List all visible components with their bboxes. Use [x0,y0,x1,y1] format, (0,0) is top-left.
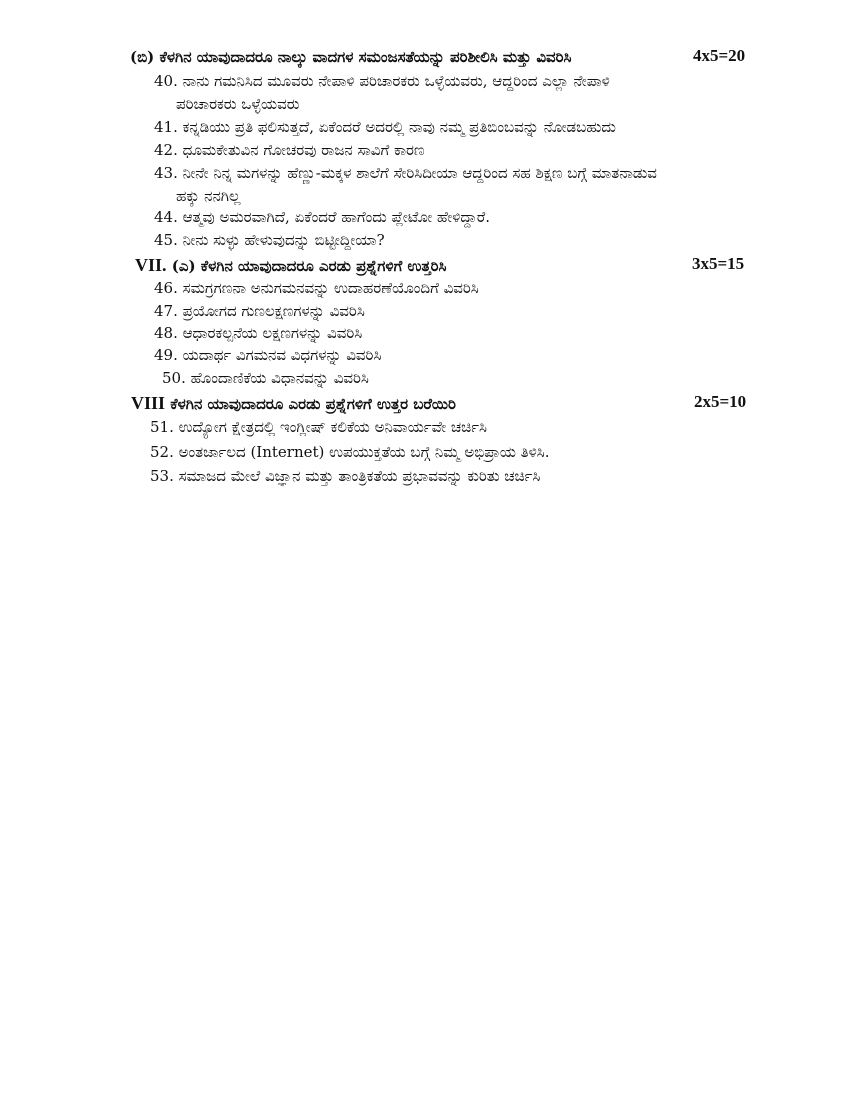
section-viii-marks: 2x5=10 [694,392,747,411]
section-roman-numeral: VII. [135,255,167,275]
question-text: ಉದ್ಯೋಗ ಕ್ಷೇತ್ರದಲ್ಲಿ ಇಂಗ್ಲೀಷ್ ಕಲಿಕೆಯ ಅನಿವಾರ್ಯವೇ ಚರ್ಚಿಸಿ [178,418,487,436]
question-text: ಆತ್ಮವು ಅಮರವಾಗಿದೆ, ಏಕೆಂದರೆ ಹಾಗೆಂದು ಪ್ಲೇಟೋ ಹೇಳಿದ್ದಾರೆ. [182,208,491,226]
question-text: ಯದಾರ್ಥ ವಿಗಮನವ ವಿಧಗಳನ್ನು ವಿವರಿಸಿ [182,346,382,364]
section-b-marks: 4x5=20 [693,46,746,65]
question-text: ಪ್ರಯೋಗದ ಗುಣಲಕ್ಷಣಗಳನ್ನು ವಿವರಿಸಿ [182,302,365,320]
question-number: 42. [154,141,178,159]
list-item [154,277,479,299]
question-text: ಸಮಾಜದ ಮೇಲೆ ವಿಜ್ಞಾನ ಮತ್ತು ತಾಂತ್ರಿಕತೆಯ ಪ್ರಭಾವವನ್ನು ಕುರಿತು ಚರ್ಚಿಸಿ [178,467,541,485]
question-text: ನೀನು ಸುಳ್ಳು ಹೇಳುವುದನ್ನು ಬಿಟ್ಟೀದ್ದೀಯಾ? [182,231,385,249]
question-text-continued: ಹಕ್ಕು ನನಗಿಲ್ಲ [176,187,241,205]
list-item [154,229,385,251]
list-item [154,116,616,138]
section-vii-heading-row [135,254,447,277]
question-text: ಧೂಮಕೇತುವಿನ ಗೋಚರವು ರಾಜನ ಸಾವಿಗೆ ಕಾರಣ [182,141,425,159]
question-text: ನೀನೇ ನಿನ್ನ ಮಗಳನ್ನು ಹೆಣ್ಣು-ಮಕ್ಕಳ ಶಾಲೆಗೆ ಸೇರಿಸಿದೀಯಾ ಆದ್ದರಿಂದ ಸಹ ಶಿಕ್ಷಣ ಬಗ್ಗೆ ಮಾತನಾಡುವ [182,164,657,182]
list-item [162,367,369,389]
question-text: ಕನ್ನಡಿಯು ಪ್ರತಿ ಫಲಿಸುತ್ತದೆ, ಏಕೆಂದರೆ ಅದರಲ್ಲಿ ನಾವು ನಮ್ಮ ಪ್ರತಿಬಿಂಬವನ್ನು ನೋಡಬಹುದು [182,118,616,136]
question-text: ಆಧಾರಕಲ್ಪನೆಯ ಲಕ್ಷಣಗಳನ್ನು ವಿವರಿಸಿ [182,324,363,342]
section-viii-heading: ಕೆಳಗಿನ ಯಾವುದಾದರೂ ಎರಡು ಪ್ರಶ್ನೆಗಳಿಗೆ ಉತ್ತರ ಬರೆಯಿರಿ [170,395,456,413]
question-number: 47. [154,302,178,320]
section-vii-marks: 3x5=15 [692,254,745,273]
question-text: ಅಂತರ್ಜಾಲದ (Internet) ಉಪಯುಕ್ತತೆಯ ಬಗ್ಗೆ ನಿಮ್ಮ ಅಭಿಪ್ರಾಯ ತಿಳಿಸಿ. [178,443,550,461]
list-item [150,465,540,487]
question-number: 48. [154,324,178,342]
section-roman-numeral: VIII [131,393,166,413]
question-text-continued: ಪರಿಚಾರಕರು ಒಳ್ಳೆಯವರು [176,95,300,113]
question-number: 52. [150,443,174,461]
section-b-heading: (ಬಿ) ಕೆಳಗಿನ ಯಾವುದಾದರೂ ನಾಲ್ಕು ವಾದಗಳ ಸಮಂಜಸತೆಯನ್ನು ಪರಿಶೀಲಿಸಿ ಮತ್ತು ವಿವರಿಸಿ [130,48,572,66]
section-vii-heading: (ಎ) ಕೆಳಗಿನ ಯಾವುದಾದರೂ ಎರಡು ಪ್ರಶ್ನೆಗಳಿಗೆ ಉತ್ತರಿಸಿ [171,257,447,275]
list-item [154,344,381,366]
list-item [154,162,657,184]
question-number: 51. [150,418,174,436]
question-text: ನಾನು ಗಮನಿಸಿದ ಮೂವರು ನೇಪಾಳಿ ಪರಿಚಾರಕರು ಒಳ್ಳೆಯವರು, ಆದ್ದರಿಂದ ಎಲ್ಲಾ ನೇಪಾಳಿ [182,72,610,90]
list-item [150,441,550,463]
list-item [154,206,490,228]
list-item [154,300,365,322]
list-item [154,139,425,161]
section-viii-heading-row [131,392,456,415]
question-number: 46. [154,279,178,297]
question-text: ಸಮಗ್ರಗಣನಾ ಅನುಗಮನವನ್ನು ಉದಾಹರಣೆಯೊಂದಿಗೆ ವಿವರಿಸಿ [182,279,479,297]
question-text: ಹೊಂದಾಣಿಕೆಯ ವಿಧಾನವನ್ನು ವಿವರಿಸಿ [190,369,369,387]
list-item [154,322,362,344]
list-item [154,70,610,92]
question-number: 40. [154,72,178,90]
question-number: 49. [154,346,178,364]
list-item [150,416,487,438]
question-number: 50. [162,369,186,387]
question-number: 44. [154,208,178,226]
question-number: 41. [154,118,178,136]
question-number: 53. [150,467,174,485]
question-number: 43. [154,164,178,182]
question-number: 45. [154,231,178,249]
